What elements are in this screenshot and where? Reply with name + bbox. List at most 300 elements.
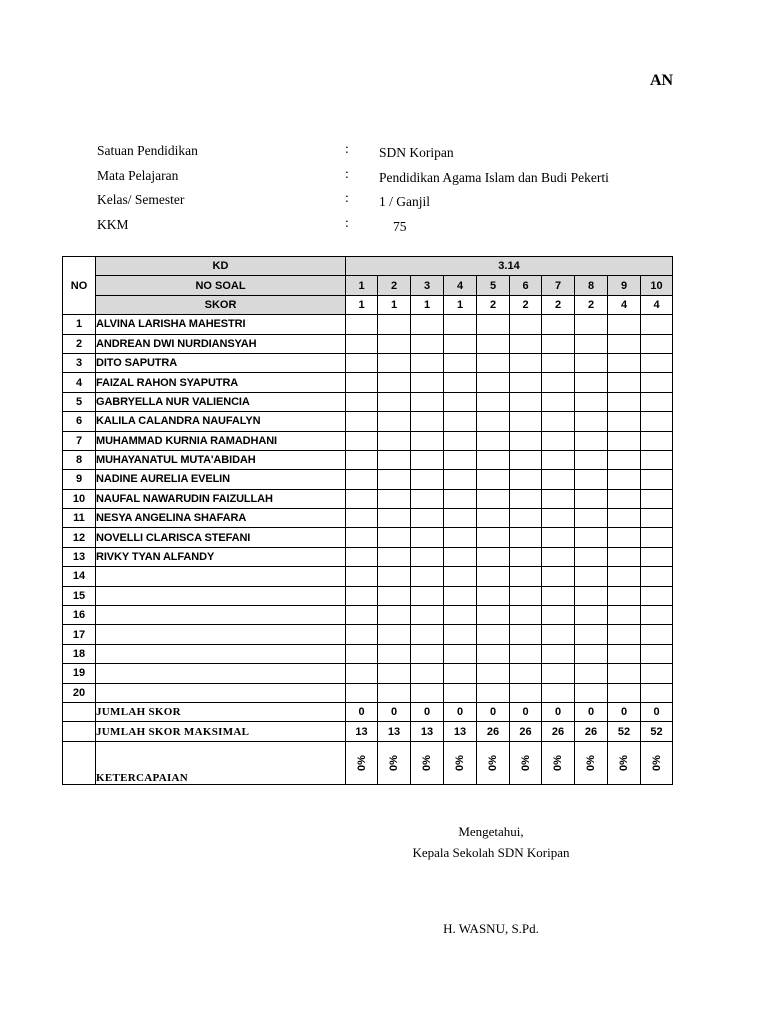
score-cell — [575, 373, 608, 392]
score-cell — [444, 528, 477, 547]
ketercapaian-value: 0% — [552, 754, 564, 771]
jumlah-maks-cell: 26 — [575, 722, 608, 741]
score-cell — [477, 412, 510, 431]
soal-number-cell: 10 — [641, 276, 673, 295]
score-cell — [477, 373, 510, 392]
student-name: FAIZAL RAHON SYAPUTRA — [96, 373, 346, 392]
info-colon: : — [345, 165, 349, 181]
row-number: 3 — [63, 353, 96, 372]
score-cell — [575, 392, 608, 411]
score-cell — [510, 528, 542, 547]
jumlah-skor-cell: 0 — [378, 702, 411, 721]
score-cell — [608, 509, 641, 528]
score-cell — [542, 567, 575, 586]
jumlah-maks-cell: 26 — [510, 722, 542, 741]
score-cell — [608, 683, 641, 702]
header-row-no-soal — [63, 276, 673, 295]
ketercapaian-value: 0% — [618, 754, 630, 771]
sum-row — [63, 702, 673, 721]
skor-value-cell: 2 — [477, 295, 510, 314]
student-name: MUHAYANATUL MUTA'ABIDAH — [96, 450, 346, 469]
score-cell — [510, 334, 542, 353]
info-colon: : — [345, 214, 349, 230]
ketercapaian-cell — [641, 741, 673, 784]
score-cell — [444, 489, 477, 508]
score-cell — [641, 509, 673, 528]
ketercapaian-cell — [411, 741, 444, 784]
score-cell — [411, 373, 444, 392]
score-cell — [346, 644, 378, 663]
score-cell — [510, 509, 542, 528]
jumlah-maks-label: JUMLAH SKOR MAKSIMAL — [96, 722, 346, 741]
student-name — [96, 625, 346, 644]
score-cell — [411, 547, 444, 566]
score-cell — [477, 683, 510, 702]
score-cell — [411, 489, 444, 508]
score-cell — [608, 625, 641, 644]
table-row — [63, 683, 673, 702]
score-cell — [411, 644, 444, 663]
jumlah-maks-cell: 13 — [411, 722, 444, 741]
score-cell — [411, 528, 444, 547]
student-name: ALVINA LARISHA MAHESTRI — [96, 315, 346, 334]
jumlah-skor-cell: 0 — [444, 702, 477, 721]
jumlah-maks-cell: 26 — [542, 722, 575, 741]
score-cell — [444, 470, 477, 489]
score-cell — [641, 431, 673, 450]
row-number: 8 — [63, 450, 96, 469]
score-cell — [444, 509, 477, 528]
ketercapaian-value: 0% — [585, 754, 597, 771]
skor-value-cell: 1 — [378, 295, 411, 314]
score-cell — [575, 315, 608, 334]
row-number: 20 — [63, 683, 96, 702]
score-cell — [608, 470, 641, 489]
score-cell — [346, 567, 378, 586]
student-name: GABRYELLA NUR VALIENCIA — [96, 392, 346, 411]
no-soal-label: NO SOAL — [96, 276, 346, 295]
score-cell — [542, 334, 575, 353]
student-name — [96, 664, 346, 683]
row-number: 6 — [63, 412, 96, 431]
score-cell — [510, 353, 542, 372]
score-cell — [477, 489, 510, 508]
row-number: 10 — [63, 489, 96, 508]
max-row-spacer — [63, 722, 96, 741]
student-name — [96, 586, 346, 605]
score-cell — [510, 567, 542, 586]
student-name: NAUFAL NAWARUDIN FAIZULLAH — [96, 489, 346, 508]
skor-value-cell: 1 — [411, 295, 444, 314]
header-row-kd — [63, 257, 673, 276]
score-cell — [411, 315, 444, 334]
ketercapaian-value: 0% — [454, 754, 466, 771]
score-cell — [542, 392, 575, 411]
skor-value-cell: 4 — [608, 295, 641, 314]
score-cell — [510, 470, 542, 489]
score-table — [62, 256, 673, 785]
score-cell — [378, 547, 411, 566]
score-cell — [411, 450, 444, 469]
score-cell — [346, 683, 378, 702]
jumlah-maks-cell: 52 — [641, 722, 673, 741]
score-cell — [346, 470, 378, 489]
score-cell — [346, 547, 378, 566]
score-cell — [608, 373, 641, 392]
score-cell — [477, 644, 510, 663]
score-cell — [641, 315, 673, 334]
score-cell — [608, 586, 641, 605]
score-cell — [542, 547, 575, 566]
score-cell — [510, 373, 542, 392]
table-row — [63, 392, 673, 411]
student-name: ANDREAN DWI NURDIANSYAH — [96, 334, 346, 353]
score-cell — [477, 625, 510, 644]
jumlah-maks-cell: 13 — [378, 722, 411, 741]
score-cell — [542, 470, 575, 489]
score-cell — [378, 528, 411, 547]
score-cell — [411, 683, 444, 702]
student-name: NOVELLI CLARISCA STEFANI — [96, 528, 346, 547]
score-cell — [542, 450, 575, 469]
score-cell — [575, 625, 608, 644]
score-cell — [608, 606, 641, 625]
row-number: 1 — [63, 315, 96, 334]
score-cell — [510, 644, 542, 663]
score-cell — [444, 412, 477, 431]
score-cell — [444, 373, 477, 392]
score-cell — [608, 315, 641, 334]
info-value: Pendidikan Agama Islam dan Budi Pekerti — [379, 169, 609, 185]
score-cell — [444, 683, 477, 702]
score-cell — [641, 547, 673, 566]
score-cell — [411, 470, 444, 489]
info-label: Kelas/ Semester — [97, 192, 185, 207]
table-row — [63, 625, 673, 644]
score-cell — [444, 606, 477, 625]
ketercapaian-cell — [346, 741, 378, 784]
score-cell — [346, 412, 378, 431]
score-cell — [575, 586, 608, 605]
score-cell — [575, 431, 608, 450]
info-label: Satuan Pendidikan — [97, 143, 198, 158]
student-name — [96, 683, 346, 702]
ketercapaian-spacer — [63, 741, 96, 784]
table-row — [63, 315, 673, 334]
jumlah-skor-cell: 0 — [608, 702, 641, 721]
score-cell — [542, 664, 575, 683]
score-cell — [477, 315, 510, 334]
score-cell — [444, 450, 477, 469]
score-cell — [608, 567, 641, 586]
score-cell — [510, 683, 542, 702]
score-cell — [411, 353, 444, 372]
kd-label: KD — [96, 257, 346, 276]
kd-value: 3.14 — [346, 257, 673, 276]
header-row-skor — [63, 295, 673, 314]
score-cell — [608, 412, 641, 431]
row-number: 11 — [63, 509, 96, 528]
score-cell — [444, 334, 477, 353]
row-number: 12 — [63, 528, 96, 547]
score-cell — [641, 489, 673, 508]
skor-value-cell: 4 — [641, 295, 673, 314]
score-cell — [378, 509, 411, 528]
ketercapaian-cell — [542, 741, 575, 784]
score-cell — [444, 664, 477, 683]
row-number: 7 — [63, 431, 96, 450]
score-cell — [575, 353, 608, 372]
score-cell — [641, 586, 673, 605]
score-cell — [346, 334, 378, 353]
table-row — [63, 664, 673, 683]
score-cell — [411, 334, 444, 353]
score-cell — [378, 353, 411, 372]
table-row — [63, 470, 673, 489]
score-cell — [510, 412, 542, 431]
score-cell — [378, 586, 411, 605]
score-cell — [510, 489, 542, 508]
row-number: 15 — [63, 586, 96, 605]
score-cell — [477, 567, 510, 586]
ketercapaian-cell — [608, 741, 641, 784]
score-cell — [575, 664, 608, 683]
score-cell — [641, 373, 673, 392]
score-cell — [411, 567, 444, 586]
score-cell — [477, 606, 510, 625]
student-name — [96, 644, 346, 663]
table-row — [63, 353, 673, 372]
soal-number-cell: 5 — [477, 276, 510, 295]
score-cell — [608, 450, 641, 469]
score-cell — [411, 392, 444, 411]
score-cell — [444, 567, 477, 586]
score-cell — [510, 606, 542, 625]
score-cell — [510, 625, 542, 644]
ketercapaian-value: 0% — [355, 754, 368, 771]
jumlah-skor-label: JUMLAH SKOR — [96, 702, 346, 721]
soal-number-cell: 8 — [575, 276, 608, 295]
score-cell — [378, 606, 411, 625]
score-cell — [444, 625, 477, 644]
score-cell — [542, 489, 575, 508]
score-cell — [444, 547, 477, 566]
score-cell — [542, 683, 575, 702]
jumlah-skor-cell: 0 — [477, 702, 510, 721]
score-cell — [542, 412, 575, 431]
student-name: NADINE AURELIA EVELIN — [96, 470, 346, 489]
info-label: Mata Pelajaran — [97, 167, 179, 183]
soal-number-cell: 6 — [510, 276, 542, 295]
ketercapaian-label: KETERCAPAIAN — [96, 741, 346, 784]
ketercapaian-cell — [378, 741, 411, 784]
table-row — [63, 586, 673, 605]
soal-number-cell: 7 — [542, 276, 575, 295]
score-cell — [510, 450, 542, 469]
skor-value-cell: 1 — [346, 295, 378, 314]
jumlah-maks-cell: 26 — [477, 722, 510, 741]
row-number: 4 — [63, 373, 96, 392]
score-cell — [542, 606, 575, 625]
score-cell — [378, 625, 411, 644]
score-cell — [641, 334, 673, 353]
score-cell — [378, 470, 411, 489]
score-cell — [641, 567, 673, 586]
table-row — [63, 528, 673, 547]
score-cell — [378, 373, 411, 392]
soal-number-cell: 3 — [411, 276, 444, 295]
score-cell — [641, 625, 673, 644]
score-cell — [641, 606, 673, 625]
score-cell — [378, 412, 411, 431]
row-number: 19 — [63, 664, 96, 683]
soal-number-cell: 9 — [608, 276, 641, 295]
skor-value-cell: 2 — [510, 295, 542, 314]
score-cell — [575, 334, 608, 353]
score-cell — [477, 450, 510, 469]
student-name — [96, 567, 346, 586]
score-cell — [542, 528, 575, 547]
score-cell — [411, 606, 444, 625]
table-row — [63, 373, 673, 392]
soal-number-cell: 1 — [346, 276, 378, 295]
skor-value-cell: 2 — [542, 295, 575, 314]
skor-value-cell: 2 — [575, 295, 608, 314]
student-name: KALILA CALANDRA NAUFALYN — [96, 412, 346, 431]
score-cell — [378, 334, 411, 353]
student-name: DITO SAPUTRA — [96, 353, 346, 372]
score-cell — [641, 470, 673, 489]
score-cell — [608, 334, 641, 353]
score-cell — [542, 431, 575, 450]
score-cell — [411, 431, 444, 450]
table-row — [63, 412, 673, 431]
ketercapaian-cell — [510, 741, 542, 784]
jumlah-skor-cell: 0 — [510, 702, 542, 721]
skor-label: SKOR — [96, 295, 346, 314]
ketercapaian-cell — [477, 741, 510, 784]
score-cell — [510, 392, 542, 411]
score-cell — [608, 489, 641, 508]
score-cell — [411, 664, 444, 683]
row-number: 17 — [63, 625, 96, 644]
table-row — [63, 431, 673, 450]
score-cell — [510, 586, 542, 605]
score-cell — [575, 606, 608, 625]
ketercapaian-value: 0% — [519, 754, 532, 771]
score-cell — [575, 450, 608, 469]
jumlah-maks-cell: 13 — [444, 722, 477, 741]
no-header: NO — [63, 257, 96, 315]
score-cell — [641, 392, 673, 411]
score-cell — [542, 586, 575, 605]
score-cell — [641, 353, 673, 372]
score-cell — [641, 644, 673, 663]
row-number: 13 — [63, 547, 96, 566]
score-cell — [477, 353, 510, 372]
ketercapaian-cell — [444, 741, 477, 784]
jumlah-maks-cell: 52 — [608, 722, 641, 741]
score-cell — [346, 625, 378, 644]
signature-title: Kepala Sekolah SDN Koripan — [412, 845, 570, 860]
score-cell — [411, 586, 444, 605]
table-row — [63, 489, 673, 508]
score-cell — [411, 625, 444, 644]
student-name: NESYA ANGELINA SHAFARA — [96, 509, 346, 528]
score-cell — [575, 528, 608, 547]
score-cell — [608, 353, 641, 372]
max-row — [63, 722, 673, 741]
score-cell — [575, 509, 608, 528]
score-cell — [378, 567, 411, 586]
score-cell — [477, 470, 510, 489]
jumlah-maks-cell: 13 — [346, 722, 378, 741]
student-name: RIVKY TYAN ALFANDY — [96, 547, 346, 566]
score-cell — [542, 315, 575, 334]
jumlah-skor-cell: 0 — [411, 702, 444, 721]
table-row — [63, 334, 673, 353]
row-number: 18 — [63, 644, 96, 663]
score-cell — [608, 547, 641, 566]
ketercapaian-value: 0% — [421, 754, 433, 771]
score-cell — [346, 489, 378, 508]
table-row — [63, 644, 673, 663]
score-cell — [510, 431, 542, 450]
score-cell — [608, 528, 641, 547]
score-cell — [477, 664, 510, 683]
ketercapaian-row — [63, 741, 673, 784]
score-cell — [641, 683, 673, 702]
score-cell — [477, 509, 510, 528]
jumlah-skor-cell: 0 — [346, 702, 378, 721]
score-cell — [346, 528, 378, 547]
score-cell — [608, 664, 641, 683]
score-cell — [641, 450, 673, 469]
student-name — [96, 606, 346, 625]
score-cell — [378, 392, 411, 411]
score-cell — [444, 392, 477, 411]
score-cell — [542, 373, 575, 392]
signature-name: H. WASNU, S.Pd. — [443, 921, 539, 936]
jumlah-skor-cell: 0 — [575, 702, 608, 721]
score-cell — [346, 509, 378, 528]
score-cell — [575, 683, 608, 702]
table-row — [63, 509, 673, 528]
score-cell — [444, 315, 477, 334]
score-cell — [346, 373, 378, 392]
row-number: 5 — [63, 392, 96, 411]
table-row — [63, 567, 673, 586]
ketercapaian-cell — [575, 741, 608, 784]
score-cell — [575, 567, 608, 586]
score-cell — [477, 334, 510, 353]
score-cell — [575, 412, 608, 431]
score-cell — [641, 664, 673, 683]
score-cell — [346, 315, 378, 334]
info-colon: : — [345, 141, 349, 156]
score-cell — [608, 392, 641, 411]
score-cell — [477, 547, 510, 566]
table-row — [63, 450, 673, 469]
soal-number-cell: 4 — [444, 276, 477, 295]
ketercapaian-value: 0% — [487, 754, 499, 771]
sum-row-spacer — [63, 702, 96, 721]
score-cell — [477, 586, 510, 605]
score-cell — [641, 528, 673, 547]
score-cell — [542, 625, 575, 644]
score-cell — [542, 644, 575, 663]
score-cell — [346, 450, 378, 469]
